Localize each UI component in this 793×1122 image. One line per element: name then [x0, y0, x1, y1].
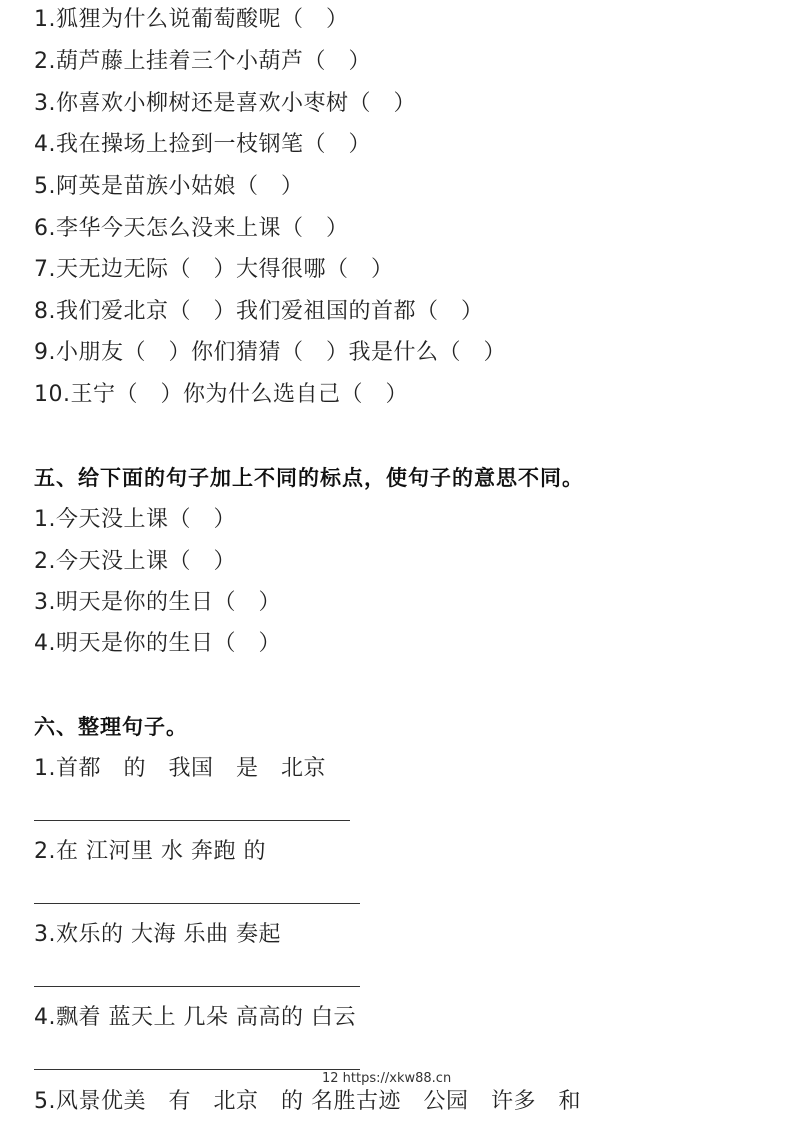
- exercise-line: 7.天无边无际（ ）大得很哪（ ）: [34, 257, 394, 282]
- exercise-line: 1.首都 的 我国 是 北京: [34, 756, 326, 781]
- section-heading: 五、给下面的句子加上不同的标点，使句子的意思不同。: [34, 466, 584, 490]
- exercise-line: 10.王宁（ ）你为什么选自己（ ）: [34, 382, 408, 407]
- exercise-line: 4.飘着 蓝天上 几朵 高高的 白云: [34, 1005, 356, 1030]
- exercise-line: 4.我在操场上捡到一枝钢笔（ ）: [34, 132, 371, 157]
- section-heading: 六、整理句子。: [34, 715, 188, 739]
- exercise-line: 2.葫芦藤上挂着三个小葫芦（ ）: [34, 49, 371, 74]
- exercise-line: 3.欢乐的 大海 乐曲 奏起: [34, 922, 281, 947]
- exercise-line: 9.小朋友（ ）你们猜猜（ ）我是什么（ ）: [34, 340, 506, 365]
- exercise-line: 6.李华今天怎么没来上课（ ）: [34, 216, 349, 241]
- answer-blank-line[interactable]: [34, 986, 360, 987]
- exercise-line: 4.明天是你的生日（ ）: [34, 631, 281, 656]
- page-footer: 12 https://xkw88.cn: [322, 1071, 452, 1086]
- exercise-line: 2.今天没上课（ ）: [34, 549, 236, 574]
- exercise-line: 8.我们爱北京（ ）我们爱祖国的首都（ ）: [34, 299, 484, 324]
- answer-blank-line[interactable]: [34, 1069, 360, 1070]
- answer-blank-line[interactable]: [34, 820, 350, 821]
- exercise-line: 2.在 江河里 水 奔跑 的: [34, 839, 266, 864]
- exercise-line: 5.阿英是苗族小姑娘（ ）: [34, 174, 304, 199]
- exercise-line: 5.风景优美 有 北京 的 名胜古迹 公园 许多 和: [34, 1089, 581, 1114]
- exercise-line: 1.狐狸为什么说葡萄酸呢（ ）: [34, 7, 349, 32]
- answer-blank-line[interactable]: [34, 903, 360, 904]
- exercise-line: 1.今天没上课（ ）: [34, 507, 236, 532]
- exercise-line: 3.明天是你的生日（ ）: [34, 590, 281, 615]
- exercise-line: 3.你喜欢小柳树还是喜欢小枣树（ ）: [34, 91, 416, 116]
